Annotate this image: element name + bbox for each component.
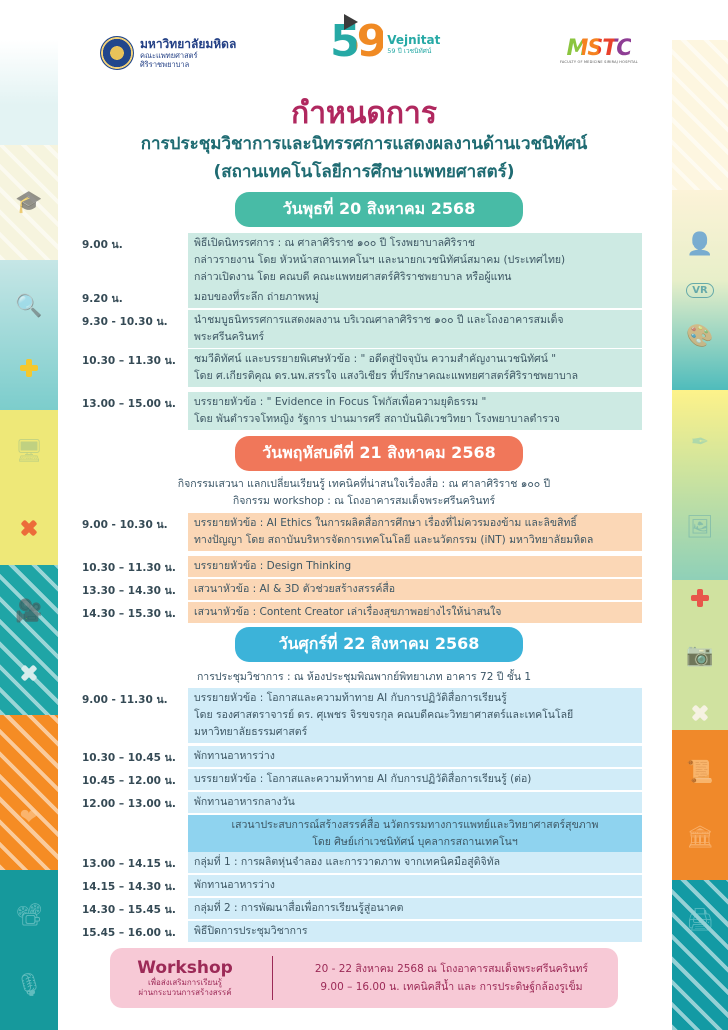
row-line: กลุ่มที่ 2 : การพัฒนาสื่อเพื่อการเรียนรู้สู่อนาคต	[194, 902, 404, 914]
row-line: บรรยายหัวข้อ : " Evidence in Focus โฟกัสเพื่อความยุติธรรม "	[194, 396, 487, 408]
printer-icon: 🖨	[686, 907, 714, 933]
row-description	[188, 392, 642, 430]
row-description	[188, 233, 642, 288]
row-line: มหาวิทยาลัยธรรมศาสตร์	[194, 726, 308, 738]
pen-tool-icon: ✒	[690, 430, 710, 455]
right-decor-segment	[672, 880, 728, 1030]
row-line: กล่าวเปิดงาน โดย คณบดี คณะแพทยศาสตร์ศิริราชพยาบาล หรือผู้แทน	[194, 271, 512, 283]
row-line: พิธีเปิดนิทรรศการ : ณ ศาลาศิริราช ๑๐๐ ปี โรงพยาบาลศิริราช	[194, 237, 475, 249]
workshop-detail2: 9.00 – 16.00 น. เทคนิคสีน้ำ และ การประดิษฐ์กล้องรูเข็ม	[320, 981, 583, 993]
vejnitat-number: 59	[330, 16, 384, 67]
row-time: 14.30 – 15.45 น.	[82, 904, 176, 916]
row-description	[188, 310, 642, 348]
heart-drawing-icon: ❤	[19, 805, 39, 830]
vejnitat-name: Vejnitat	[387, 32, 441, 47]
row-description	[188, 602, 642, 623]
row-line: กล่าวรายงาน โดย หัวหน้าสถานเทคโนฯ และนายกเวชนิทัศน์สมาคม (ประเทศไทย)	[194, 254, 566, 266]
row-description	[188, 792, 642, 813]
row-line: โดย ศิษย์เก่าเวชนิทัศน์ บุคลากรสถานเทคโนฯ	[312, 836, 518, 848]
schedule-row	[82, 392, 642, 430]
right-decor-segment	[672, 190, 728, 390]
schedule-row	[82, 556, 642, 577]
workshop-divider	[272, 956, 273, 1000]
row-time: 10.30 – 11.30 น.	[82, 562, 176, 574]
schedule-row	[82, 287, 642, 308]
mstc-sub: FACULTY OF MEDICINE SIRIRAJ HOSPITAL	[560, 60, 638, 64]
plus-icon	[20, 359, 38, 377]
page-subtitle-line1: การประชุมวิชาการและนิทรรศการแสดงผลงานด้านเวชนิทัศน์	[140, 134, 588, 154]
studio-light-icon: 📽	[15, 902, 43, 928]
row-time: 10.30 – 11.30 น.	[82, 355, 176, 367]
row-line: โดย ศ.เกียรติคุณ ดร.นพ.สรรใจ แสงวิเชียร ที่ปรึกษาคณะแพทยศาสตร์ศิริราชพยาบาล	[194, 370, 579, 382]
row-time: 14.15 – 14.30 น.	[82, 881, 176, 893]
page-title: กำหนดการ	[291, 96, 437, 131]
row-line: โดย พันตำรวจโทหญิง รัฐการ ปานมารศรี สถาบันนิติเวชวิทยา โรงพยาบาลตำรวจ	[194, 413, 560, 425]
mstc-logo	[560, 38, 638, 64]
row-line: มอบของที่ระลึก ถ่ายภาพหมู่	[194, 291, 319, 303]
schedule-row	[82, 852, 642, 873]
graduation-book-icon: 🎓	[15, 190, 43, 215]
row-line: บรรยายหัวข้อ : โอกาสและความท้าทาย AI กับการปฏิวัติสื่อการเรียนรู้	[194, 692, 507, 704]
microphone-icon: 🎙	[15, 972, 43, 998]
mahidol-logo	[100, 36, 236, 70]
row-description	[188, 875, 642, 896]
row-description	[188, 513, 642, 551]
left-decor-segment	[0, 260, 58, 410]
row-time: 13.30 – 14.30 น.	[82, 585, 176, 597]
schedule-row	[82, 310, 642, 348]
plus-icon	[691, 589, 709, 607]
mstc-wordmark	[560, 38, 638, 60]
report-search-icon: 🔍	[15, 293, 43, 319]
camera-icon: 📷	[686, 642, 714, 668]
row-line: ทางปัญญา โดย สถาบันบริหารจัดการเทคโนโลยี และนวัตกรรม (iNT) มหาวิทยาลัยมหิดล	[194, 534, 594, 546]
row-description	[188, 815, 642, 853]
plus-icon	[16, 515, 41, 540]
photo-frame-icon: 🖼	[686, 515, 714, 540]
row-line: เสวนาประสบการณ์สร้างสรรค์สื่อ นวัตกรรมทางการแพทย์และวิทยาศาสตร์สุขภาพ	[231, 819, 599, 831]
row-line: บรรยายหัวข้อ : Design Thinking	[194, 560, 352, 572]
workshop-sub2: ผ่านกระบวนการสร้างสรรค์	[138, 987, 232, 997]
workshop-sub1: เพื่อส่งเสริมการเรียนรู้	[148, 977, 222, 987]
scroll-quill-icon: 📜	[686, 760, 714, 785]
mstc-letters: MSTC	[566, 36, 632, 61]
row-time: 15.45 – 16.00 น.	[82, 927, 176, 939]
row-description	[188, 852, 642, 873]
mahidol-name: มหาวิทยาลัยมหิดล	[140, 37, 237, 51]
row-line: พระศรีนครินทร์	[194, 331, 265, 343]
day-note: กิจกรรม workshop : ณ โถงอาคารสมเด็จพระศรีนครินทร์	[232, 495, 496, 507]
row-description	[188, 769, 642, 790]
schedule-row	[82, 792, 642, 813]
schedule-row	[82, 602, 642, 623]
row-time: 12.00 – 13.00 น.	[82, 798, 176, 810]
row-line: เสวนาหัวข้อ : AI & 3D ตัวช่วยสร้างสรรค์สื่อ	[194, 583, 396, 595]
x-icon	[687, 700, 712, 725]
row-line: เสวนาหัวข้อ : Content Creator เล่าเรื่องสุขภาพอย่างไรให้น่าสนใจ	[194, 606, 502, 618]
row-time: 10.45 – 12.00 น.	[82, 775, 176, 787]
row-description	[188, 921, 642, 942]
schedule-row	[82, 875, 642, 896]
day-banner-wednesday: วันพุธที่ 20 สิงหาคม 2568	[235, 192, 523, 227]
row-description	[188, 349, 642, 387]
row-line: ชมวีดิทัศน์ และบรรยายพิเศษหัวข้อ : " อดีตสู่ปัจจุบัน ความสำคัญงานเวชนิทัศน์ "	[194, 353, 557, 365]
day-note: การประชุมวิชาการ : ณ ห้องประชุมพิณพากย์พิทยาเภท อาคาร 72 ปี ชั้น 1	[196, 671, 532, 683]
row-description	[188, 898, 642, 919]
mahidol-faculty-line1: คณะแพทยศาสตร์	[140, 51, 198, 60]
row-time: 9.20 น.	[82, 293, 123, 305]
right-decor-segment	[672, 580, 728, 730]
row-time: 9.00 - 10.30 น.	[82, 519, 168, 531]
head-instrument-icon: 👤	[686, 231, 714, 257]
schedule-row	[82, 233, 642, 288]
row-time: 13.00 – 14.15 น.	[82, 858, 176, 870]
presentation-screen-icon: 🖥	[15, 438, 43, 464]
row-time: 9.00 น.	[82, 239, 123, 251]
row-line: บรรยายหัวข้อ : โอกาสและความท้าทาย AI กับการปฏิวัติสื่อการเรียนรู้ (ต่อ)	[194, 773, 532, 785]
row-description	[188, 746, 642, 767]
row-line: พักทานอาหารว่าง	[194, 750, 275, 762]
row-line: พักทานอาหารกลางวัน	[194, 796, 295, 808]
vejnitat-sub: 59 ปี เวชนิทัศน์	[387, 46, 432, 55]
mahidol-faculty-line2: ศิริราชพยาบาล	[140, 60, 190, 69]
workshop-detail1: 20 - 22 สิงหาคม 2568 ณ โถงอาคารสมเด็จพระศรีนครินทร์	[314, 963, 589, 975]
row-line: กลุ่มที่ 1 : การผลิตหุ่นจำลอง และการวาดภาพ จากเทคนิคมือสู่ดิจิทัล	[194, 856, 501, 868]
palette-icon: 🎨	[686, 323, 714, 349]
left-decor-segment	[0, 715, 58, 870]
schedule-row	[82, 579, 642, 600]
schedule-row	[82, 513, 642, 551]
day-banner-friday: วันศุกร์ที่ 22 สิงหาคม 2568	[235, 627, 523, 662]
vejnitat-59-mark	[330, 16, 384, 67]
row-line: บรรยายหัวข้อ : AI Ethics ในการผลิตสื่อการศึกษา เรื่องที่ไม่ควรมองข้าม และลิขสิทธิ์	[194, 517, 577, 529]
row-time: 14.30 – 15.30 น.	[82, 608, 176, 620]
left-decor-segment	[0, 870, 58, 1030]
left-decor-segment	[0, 565, 58, 715]
schedule-row	[82, 688, 642, 743]
row-description	[188, 556, 642, 577]
vr-headset-icon: VR	[686, 283, 713, 298]
row-time	[82, 815, 188, 853]
row-line: พักทานอาหารว่าง	[194, 879, 275, 891]
video-camera-icon: 🎥	[15, 598, 43, 624]
row-line: นำชมบูธนิทรรศการแสดงผลงาน บริเวณศาลาศิริราช ๑๐๐ ปี และโถงอาคารสมเด็จ	[194, 314, 564, 326]
schedule-row	[82, 921, 642, 942]
schedule-row	[82, 349, 642, 387]
page-subtitle-line2: (สถานเทคโนโลยีการศึกษาแพทยศาสตร์)	[213, 162, 515, 182]
schedule-row-highlight	[82, 815, 642, 853]
row-line: โดย รองศาสตราจารย์ ดร. ศุเพชร จิรขจรกุล คณบดีคณะวิทยาศาสตร์และเทคโนโลยี	[194, 709, 574, 721]
workshop-title: Workshop	[137, 957, 233, 978]
row-description	[188, 287, 642, 308]
day-banner-thursday: วันพฤหัสบดีที่ 21 สิงหาคม 2568	[235, 436, 523, 471]
exhibition-icon: 🏛	[686, 825, 714, 850]
mahidol-seal-icon	[100, 36, 134, 70]
row-description	[188, 688, 642, 743]
day-note: กิจกรรมเสวนา แลกเปลี่ยนเรียนรู้ เทคนิคที่น่าสนใจเรื่องสื่อ : ณ ศาลาศิริราช ๑๐๐ ปี	[177, 478, 551, 490]
arrow-icon	[344, 14, 358, 30]
row-line: พิธีปิดการประชุมวิชาการ	[194, 925, 308, 937]
schedule-row	[82, 898, 642, 919]
row-time: 10.30 – 10.45 น.	[82, 752, 176, 764]
workshop-box	[110, 948, 618, 1008]
row-time: 9.30 - 10.30 น.	[82, 316, 168, 328]
right-decor-segment	[672, 730, 728, 880]
vejnitat-logo	[330, 16, 441, 67]
schedule-row	[82, 746, 642, 767]
row-description	[188, 579, 642, 600]
row-time: 13.00 – 15.00 น.	[82, 398, 176, 410]
row-time: 9.00 - 11.30 น.	[82, 694, 168, 706]
schedule-row	[82, 769, 642, 790]
